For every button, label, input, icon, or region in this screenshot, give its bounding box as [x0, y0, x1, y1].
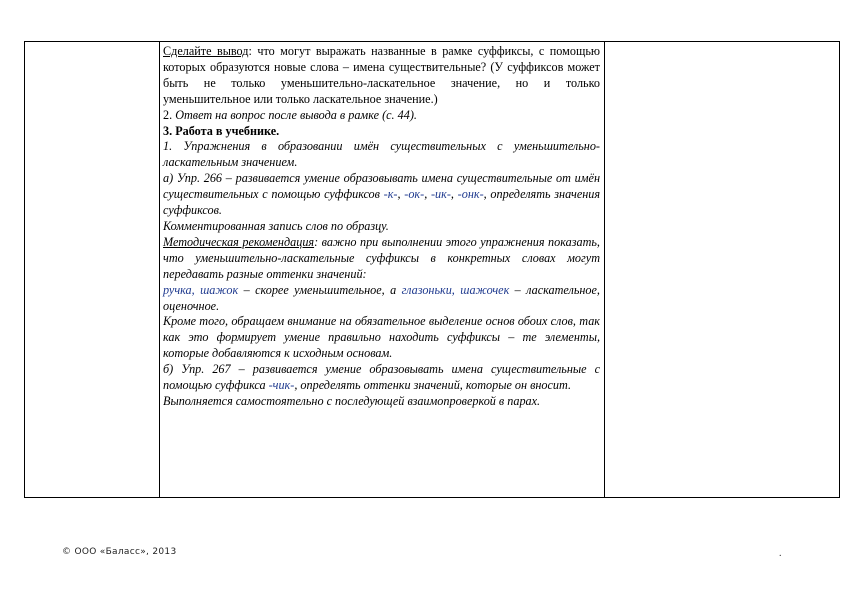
examples-text-1: – скорее уменьшительное, а [238, 282, 402, 297]
answer-paragraph [163, 108, 600, 124]
answer-number: 2. [163, 107, 176, 122]
suffix-onk: -онк- [457, 187, 484, 202]
method-recommendation-paragraph [163, 235, 600, 283]
copyright-footer: © ООО «Баласс», 2013 [62, 547, 177, 557]
stems-note-paragraph: Кроме того, обращаем внимание на обязательное выделение основ обоих слов, так как это формирует умение правильно находить суффиксы – те элементы, которые добавляются к исходным основам. [163, 314, 600, 361]
conclusion-lead: Сделайте вывод [163, 44, 249, 58]
exercise-266-tail: , определять значения суффиксов. [163, 187, 601, 218]
suffix-k: -к- [383, 187, 398, 202]
lesson-table [24, 41, 840, 498]
exercise-266-paragraph: а) Упр. 266 – развивается умение образовывать имена существительные от имён существительных с помощью суффиксов -к-, -ок-, -ик-, -онк-, определять значения суффиксов. [163, 171, 601, 218]
suffix-chik: -чик- [268, 378, 295, 393]
conclusion-text: : что могут выражать названные в рамке суффиксы, с помощью которых образуются новые слова – имена существительные? (У суффиксов может быть не только уменьшительно-ласкательное значение, но и только уменьшительное или только ласкательное значение.) [163, 44, 600, 106]
exercise-267-text: б) Упр. 267 – развивается умение образовывать имена существительные с помощью суффикса [163, 362, 600, 393]
exercise-group-heading: 1. Упражнения в образовании имён существительных с уменьшительно-ласкательным значением. [163, 139, 600, 170]
commented-writing-note: Комментированная запись слов по образцу. [163, 218, 389, 233]
exercise-267-paragraph [163, 362, 600, 394]
example-words-affectionate: глазоньки, шажочек [401, 282, 510, 297]
conclusion-paragraph [163, 44, 600, 108]
suffix-ok: -ок- [404, 187, 425, 202]
column-divider-right [604, 42, 605, 497]
method-recommendation-lead: Методическая рекомендация [163, 234, 315, 249]
page-dot: . [779, 548, 782, 559]
peer-check-note: Выполняется самостоятельно с последующей взаимопроверкой в парах. [163, 393, 541, 408]
example-words-diminutive: ручка, шажок [163, 282, 239, 297]
section-heading: 3. Работа в учебнике. [163, 123, 280, 138]
lesson-content-cell [163, 44, 600, 410]
suffix-ik: -ик- [430, 187, 451, 202]
exercise-267-tail: , определять оттенки значений, которые он вносит. [294, 378, 572, 393]
examples-text-2: – ласкательное, оценочное. [163, 282, 600, 313]
examples-paragraph [163, 283, 600, 315]
method-recommendation-text: : важно при выполнении этого упражнения показать, что уменьшительно-ласкательные суффиксы в конкретных словах могут передавать разные оттенки значений: [163, 234, 600, 281]
column-divider-left [159, 42, 160, 497]
answer-text: Ответ на вопрос после вывода в рамке (с. 44). [175, 107, 417, 122]
exercise-266-text: а) Упр. 266 – развивается умение образовывать имена существительные от имён существительных с помощью суффиксов [163, 171, 600, 202]
